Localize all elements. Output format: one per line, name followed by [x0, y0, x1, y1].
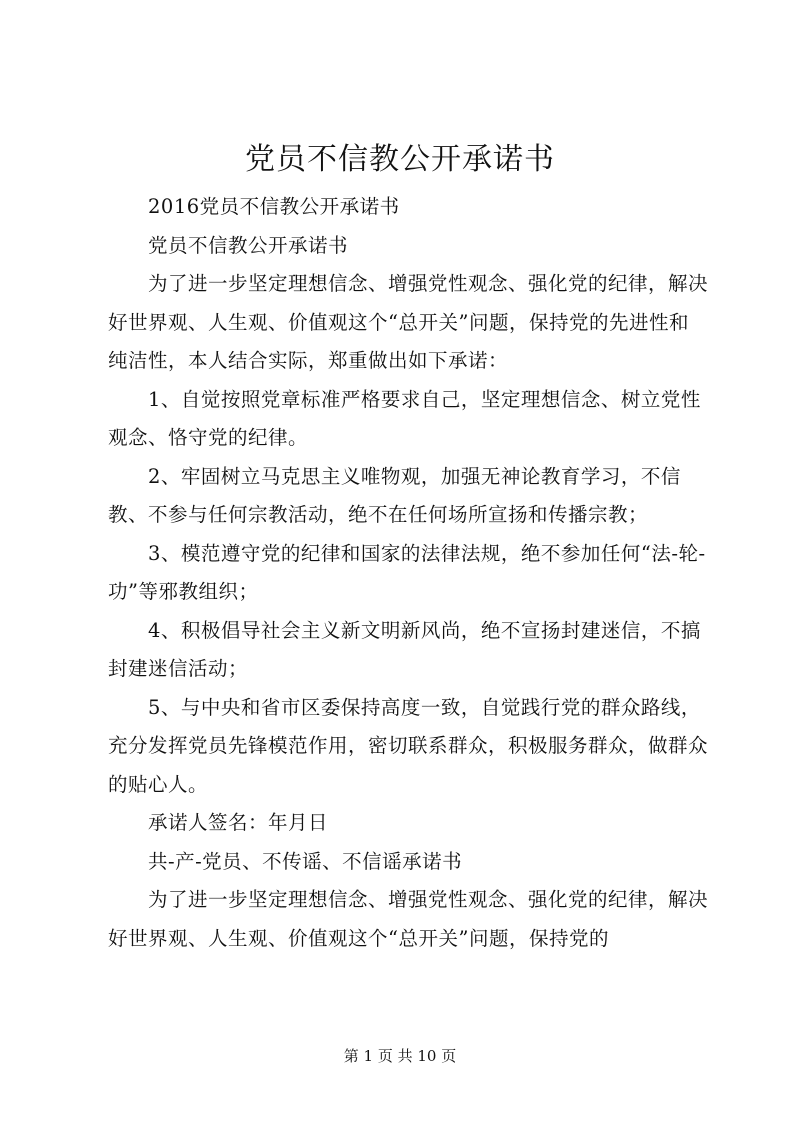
document-body — [108, 188, 708, 958]
paragraph-item-2: 2、牢固树立马克思主义唯物观，加强无神论教育学习，不信教、不参与任何宗教活动，绝不在任何场所宣扬和传播宗教； — [108, 464, 681, 526]
paragraph-item-5: 5、与中央和省市区委保持高度一致，自觉践行党的群众路线，充分发挥党员先锋模范作用，密切联系群众，积极服务群众，做群众的贴心人。 — [108, 695, 709, 796]
paragraph-subtitle: 党员不信教公开承诺书 — [148, 233, 349, 257]
paragraph-second-title: 共-产-党员、不传谣、不信谣承诺书 — [148, 849, 463, 873]
paragraph-intro: 为了进一步坚定理想信念、增强党性观念、强化党的纪律，解决好世界观、人生观、价值观这个“总开关”问题，保持党的先进性和纯洁性，本人结合实际，郑重做出如下承诺： — [108, 272, 709, 372]
paragraph-item-4: 4、积极倡导社会主义新文明新风尚，绝不宣扬封建迷信，不搞封建迷信活动； — [108, 618, 701, 680]
document-title: 党员不信教公开承诺书 — [245, 142, 555, 177]
paragraph-second-intro: 为了进一步坚定理想信念、增强党性观念、强化党的纪律，解决好世界观、人生观、价值观这个“总开关”问题，保持党的 — [108, 888, 709, 950]
page-number-footer: 第 1 页 共 10 页 — [343, 1047, 457, 1065]
paragraph-item-1: 1、自觉按照党章标准严格要求自己，坚定理想信念、树立党性观念、恪守党的纪律。 — [108, 387, 701, 449]
paragraph-subtitle-2016: 2016党员不信教公开承诺书 — [148, 195, 400, 218]
paragraph-item-3: 3、模范遵守党的纪律和国家的法律法规，绝不参加任何“法-轮-功”等邪教组织； — [108, 541, 706, 603]
paragraph-signature: 承诺人签名：年月日 — [148, 811, 329, 834]
